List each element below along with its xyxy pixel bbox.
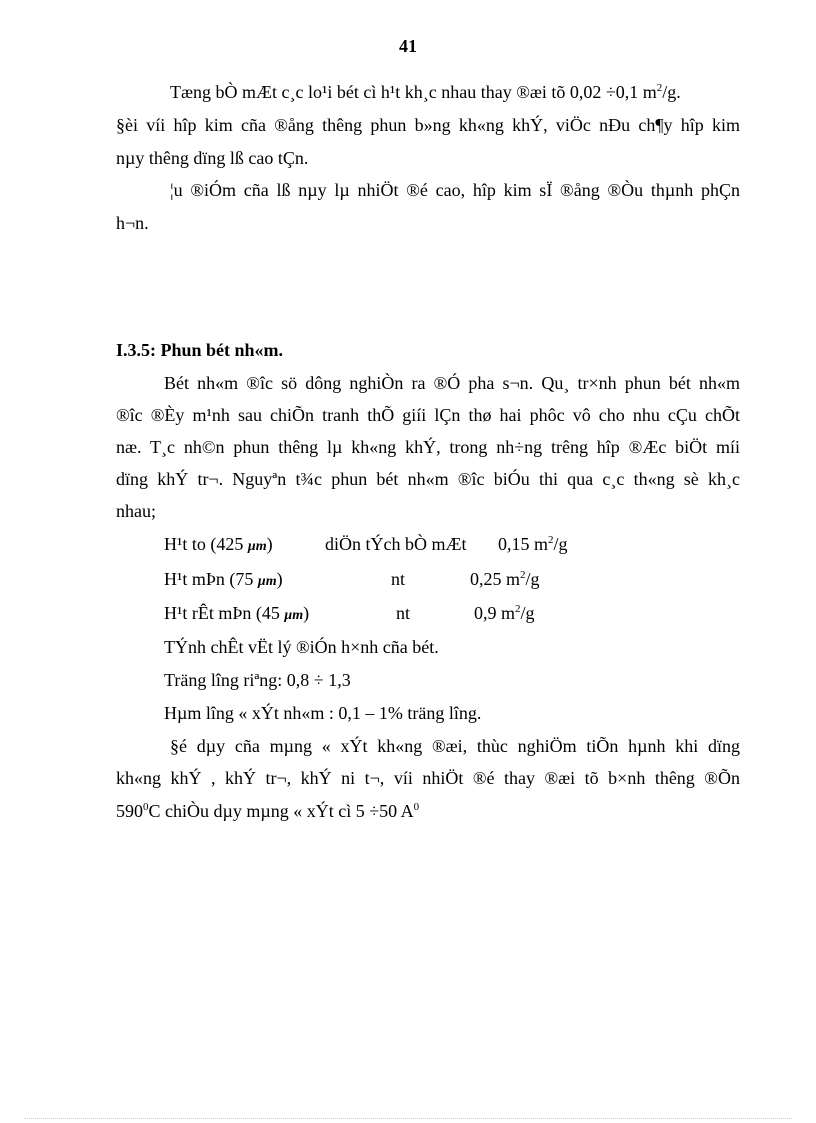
- section-line2: ®îc ®Èy m¹nh sau chiÕn tranh thÕ giíi lÇn thø hai phôc vô cho nhu cÇu chÕt: [116, 405, 740, 425]
- section-line1: Bét nh«m ®îc sö dông nghiÒn ra ®Ó pha s¬n. Qu¸ tr×nh phun bét nh«m: [164, 373, 740, 393]
- grain-row-3-name: H¹t rÊt mÞn (45 μm): [164, 603, 310, 623]
- grain-row-1-name: H¹t to (425 μm): [164, 534, 273, 554]
- grain-row-3-value: 0,9 $m^2/g$: [474, 603, 535, 623]
- final-para-line1: §é dµy cña mµng « xÝt kh«ng ®æi, thùc nghiÖm tiÕn hµnh khi dïng: [170, 736, 740, 756]
- para1-line3: nµy thêng dïng lß cao tÇn.: [116, 148, 309, 168]
- grain-row-2-col2: nt: [391, 569, 406, 589]
- para2-line2: h¬n.: [116, 213, 149, 233]
- section-line5: nhau;: [116, 501, 156, 521]
- bottom-divider: [24, 1118, 792, 1119]
- props-line2: Träng lîng riªng: 0,8 ÷ 1,3: [164, 670, 351, 690]
- section-line3: næ. T¸c nh©n phun thêng lµ kh«ng khÝ, trong nh÷ng trêng hîp ®Æc biÖt míi: [116, 437, 740, 457]
- props-line3: Hµm lîng « xÝt nh«m : 0,1 – 1% träng lîng.: [164, 703, 482, 723]
- grain-row-2-name: H¹t mÞn (75 μm): [164, 569, 283, 589]
- grain-row-3-col2: nt: [396, 603, 411, 623]
- section-line4: dïng khÝ tr¬. Nguyªn t¾c phun bét nh«m ®îc biÓu thi qua c¸c th«ng sè kh¸c: [116, 469, 740, 489]
- para1-line1: Tæng bÒ mÆt c¸c lo¹i bét cì h¹t kh¸c nhau thay ®æi tõ 0,02 ÷0,1 $m^2/g$.: [170, 82, 681, 102]
- grain-row-2-value: 0,25 $m^2/g$: [470, 569, 540, 589]
- para2-line1: ¦u ®iÓm cña lß nµy lµ nhiÖt ®é cao, hîp kim sÏ ®ång ®Òu thµnh phÇn: [170, 180, 740, 200]
- page-number: 41: [399, 36, 417, 56]
- grain-row-1-value: 0,15 $m^2/g$: [498, 534, 568, 554]
- final-para-line3: $590^0C$ chiÒu dµy mµng « xÝt cì 5 ÷50 $A^0$: [116, 801, 420, 821]
- para1-line2: §èi víi hîp kim cña ®ång thêng phun b»ng kh«ng khÝ, viÖc nÐu ch¶y hîp kim: [116, 115, 740, 135]
- grain-row-1-col2: diÖn tÝch bÒ mÆt: [325, 534, 467, 554]
- section-heading: I.3.5: Phun bét nh«m.: [116, 340, 284, 360]
- props-line1: TÝnh chÊt vËt lý ®iÓn h×nh cña bét.: [164, 637, 439, 657]
- final-para-line2: kh«ng khÝ , khÝ tr¬, khÝ ni t¬, víi nhiÖt ®é thay ®æi tõ b×nh thêng ®Õn: [116, 768, 740, 788]
